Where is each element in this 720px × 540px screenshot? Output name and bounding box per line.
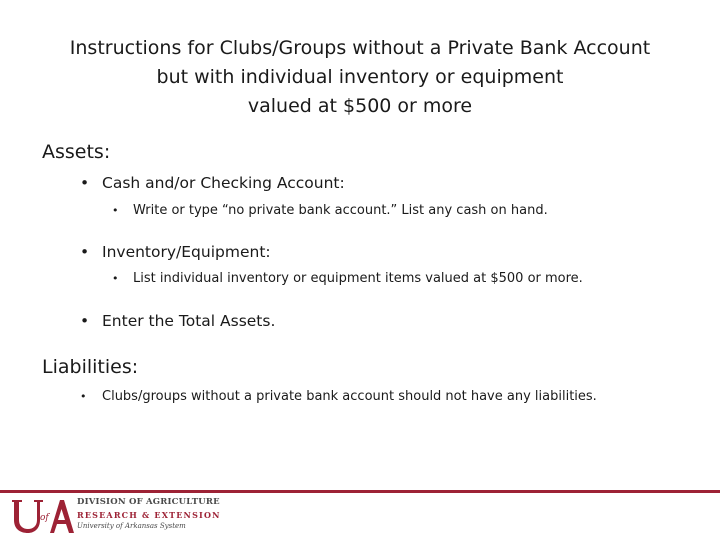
bullet-label: Enter the Total Assets.: [102, 312, 276, 330]
logo-line-1: DIVISION OF AGRICULTURE: [77, 497, 220, 507]
logo-line-2: RESEARCH & EXTENSION: [77, 510, 221, 520]
sub-bullet-label: List individual inventory or equipment items valued at $500 or more.: [133, 271, 583, 286]
sub-bullet-cash: [112, 203, 548, 218]
sub-bullet-inventory: [112, 271, 583, 286]
logo-line-3: University of Arkansas System: [77, 522, 186, 530]
slide-title: [0, 34, 720, 121]
title-line-3: valued at $500 or more: [247, 95, 473, 117]
footer-divider: [0, 490, 720, 493]
liabilities-heading: Liabilities:: [42, 356, 139, 378]
bullet-dot: •: [112, 272, 119, 285]
sub-bullet-label: Write or type “no private bank account.” List any cash on hand.: [133, 203, 548, 218]
bullet-dot: •: [80, 390, 87, 403]
bullet-liabilities: [80, 389, 597, 404]
bullet-total-assets: [80, 312, 275, 330]
bullet-label: Inventory/Equipment:: [102, 243, 271, 261]
assets-heading: Assets:: [42, 141, 111, 163]
bullet-dot: •: [80, 243, 90, 261]
bullet-cash-checking: [80, 174, 345, 192]
bullet-dot: •: [112, 204, 119, 217]
bullet-dot: •: [80, 312, 90, 330]
university-logo-icon: [10, 496, 74, 536]
title-line-2: but with individual inventory or equipment: [156, 66, 564, 88]
bullet-inventory: [80, 243, 271, 261]
bullet-label: Cash and/or Checking Account:: [102, 174, 345, 192]
title-line-1: Instructions for Clubs/Groups without a Private Bank Account: [69, 37, 651, 59]
svg-text:of: of: [40, 513, 49, 523]
division-logo-text: [77, 497, 221, 530]
bullet-label: Clubs/groups without a private bank account should not have any liabilities.: [102, 389, 597, 404]
bullet-dot: •: [80, 174, 90, 192]
